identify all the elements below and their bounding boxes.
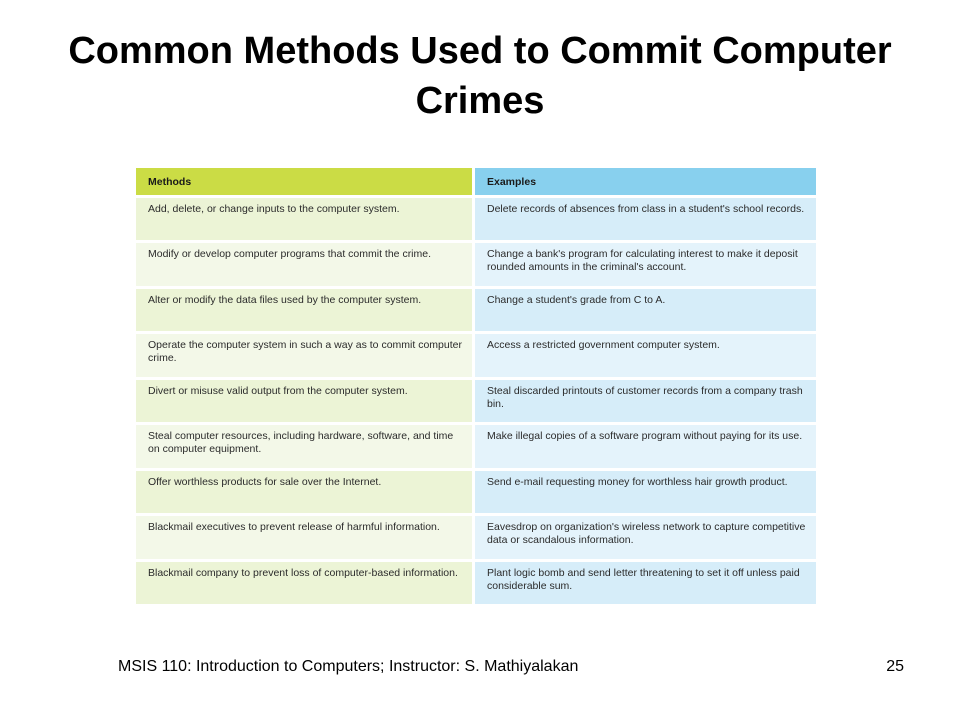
method-cell: Blackmail company to prevent loss of computer-based information. [136, 562, 472, 604]
page-number: 25 [886, 658, 904, 675]
method-cell: Offer worthless products for sale over the Internet. [136, 471, 472, 513]
slide-title: Common Methods Used to Commit Computer Crimes [68, 30, 892, 122]
method-cell: Divert or misuse valid output from the computer system. [136, 380, 472, 422]
example-cell: Delete records of absences from class in a student's school records. [475, 198, 816, 240]
method-cell: Operate the computer system in such a way as to commit computer crime. [136, 334, 472, 376]
methods-column [136, 168, 472, 604]
method-cell: Add, delete, or change inputs to the computer system. [136, 198, 472, 240]
example-cell: Change a bank's program for calculating interest to make it deposit rounded amounts in the criminal's account. [475, 243, 816, 285]
method-cell: Modify or develop computer programs that commit the crime. [136, 243, 472, 285]
method-cell: Blackmail executives to prevent release of harmful information. [136, 516, 472, 558]
method-cell: Alter or modify the data files used by the computer system. [136, 289, 472, 331]
examples-header: Examples [475, 168, 816, 195]
method-cell: Steal computer resources, including hardware, software, and time on computer equipment. [136, 425, 472, 467]
examples-column [475, 168, 816, 604]
example-cell: Access a restricted government computer system. [475, 334, 816, 376]
example-cell: Steal discarded printouts of customer records from a company trash bin. [475, 380, 816, 422]
example-cell: Eavesdrop on organization's wireless network to capture competitive data or scandalous information. [475, 516, 816, 558]
crime-methods-table [136, 168, 816, 604]
example-cell: Plant logic bomb and send letter threatening to set it off unless paid considerable sum. [475, 562, 816, 604]
footer-course-info: MSIS 110: Introduction to Computers; Instructor: S. Mathiyalakan [118, 658, 579, 675]
example-cell: Make illegal copies of a software program without paying for its use. [475, 425, 816, 467]
example-cell: Send e-mail requesting money for worthless hair growth product. [475, 471, 816, 513]
example-cell: Change a student's grade from C to A. [475, 289, 816, 331]
methods-header: Methods [136, 168, 472, 195]
